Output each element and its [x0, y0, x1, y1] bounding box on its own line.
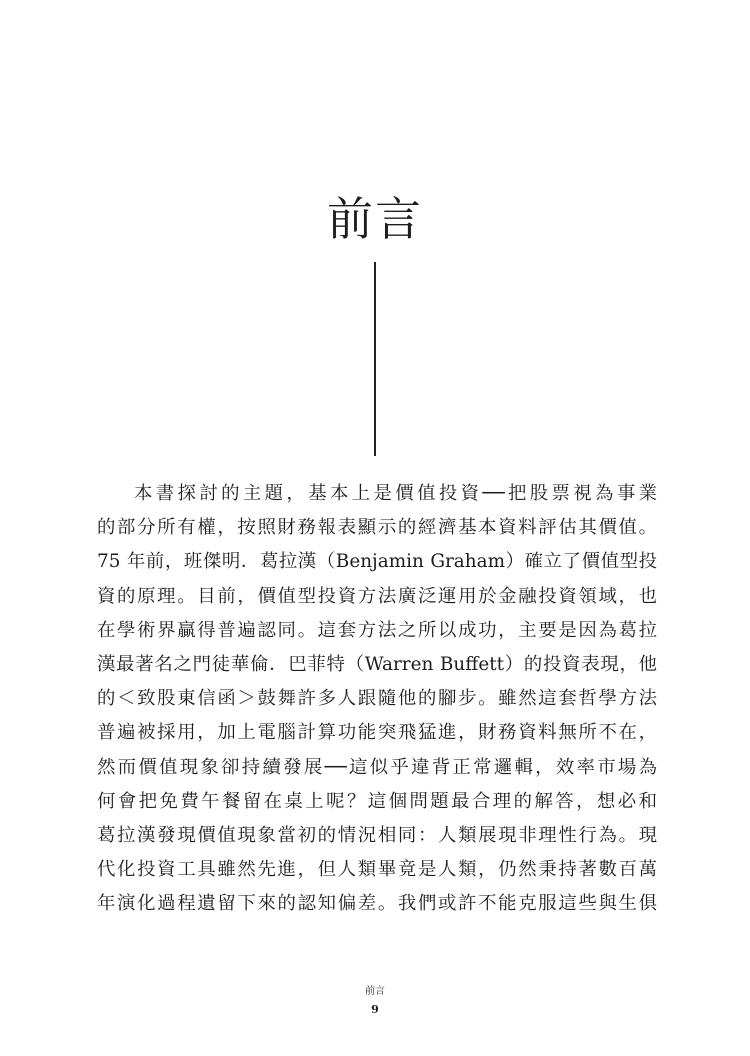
body-line: 在學術界贏得普遍認同。這套方法之所以成功，主要是因為葛拉 [97, 619, 657, 641]
page-number: 9 [371, 1003, 379, 1016]
chapter-title: 前言 [327, 192, 423, 246]
body-line: 代化投資工具雖然先進，但人類畢竟是人類，仍然秉持著數百萬 [97, 859, 657, 881]
body-line: 何會把免費午餐留在桌上呢？這個問題最合理的解答，想必和 [97, 790, 657, 812]
running-head: 前言 [365, 986, 385, 997]
body-line: 75 年前，班傑明．葛拉漢（Benjamin Graham）確立了價值型投 [97, 551, 657, 573]
body-line: 年演化過程遺留下來的認知偏差。我們或許不能克服這些與生俱 [97, 893, 657, 915]
body-line: 資的原理。目前，價值型投資方法廣泛運用於金融投資領域，也 [97, 585, 657, 607]
body-line: 的＜致股東信函＞鼓舞許多人跟隨他的腳步。雖然這套哲學方法 [97, 688, 657, 710]
title-vertical-rule [374, 262, 376, 456]
body-line: 然而價值現象卻持續發展──這似乎違背正常邏輯，效率市場為 [97, 756, 657, 778]
body-line: 漢最著名之門徒華倫．巴菲特（Warren Buffett）的投資表現，他 [97, 653, 657, 675]
body-line: 葛拉漢發現價值現象當初的情況相同：人類展現非理性行為。現 [97, 824, 657, 846]
body-text [97, 477, 657, 921]
body-line: 的部分所有權，按照財務報表顯示的經濟基本資料評估其價值。 [97, 517, 657, 539]
body-line: 本書探討的主題，基本上是價值投資──把股票視為事業 [134, 483, 657, 504]
body-line: 普遍被採用，加上電腦計算功能突飛猛進，財務資料無所不在， [97, 722, 657, 744]
